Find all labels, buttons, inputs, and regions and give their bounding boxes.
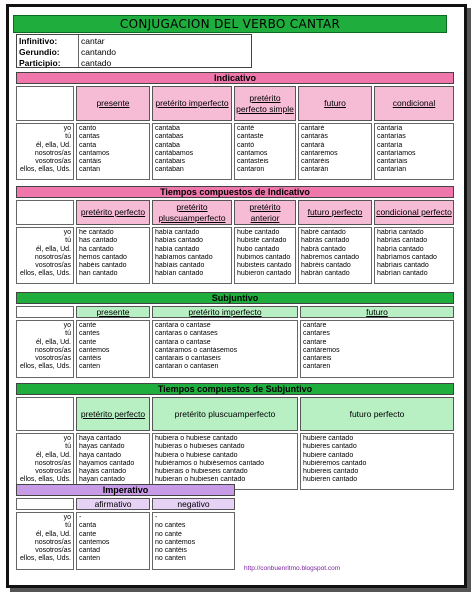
pronoun-label: nosotros/as xyxy=(34,253,71,261)
participio-value: cantado xyxy=(81,58,112,68)
pronoun-label: nosotros/as xyxy=(34,346,71,354)
verb-form: cantáremos xyxy=(303,346,340,354)
verb-form: hubiste cantado xyxy=(237,237,287,245)
verb-form: habías cantado xyxy=(155,237,203,245)
verb-form: cantaren xyxy=(303,363,331,371)
verb-form: hubieres cantado xyxy=(303,443,357,451)
verb-form: hubieron cantado xyxy=(237,270,292,278)
compuestos_indicativo-forms-column-3 xyxy=(298,227,372,284)
verb-form: haya cantado xyxy=(79,435,122,442)
pronoun-label: nosotros/as xyxy=(34,538,71,546)
verb-form: has cantado xyxy=(79,237,118,245)
pronoun-label: yo xyxy=(63,125,71,132)
verb-form: canta xyxy=(79,522,97,530)
compuestos_indicativo-title: Tiempos compuestos de Indicativo xyxy=(16,186,454,198)
verb-form: no canten xyxy=(155,555,186,563)
verb-form: cantabais xyxy=(155,158,185,166)
verb-form: habré cantado xyxy=(301,229,346,236)
gerundio-label: Gerundio: xyxy=(19,47,60,57)
indicativo-pronoun-column xyxy=(16,123,74,180)
imperativo-title: Imperativo xyxy=(16,484,235,496)
verb-form: cantaba xyxy=(155,125,180,132)
verb-form: había cantado xyxy=(155,229,200,236)
verb-form: cantéis xyxy=(79,355,102,363)
verb-form: habíamos cantado xyxy=(155,253,213,261)
verb-form: hayamos cantado xyxy=(79,459,135,467)
verb-forms-box xyxy=(16,34,252,68)
pronoun-label: ellos, ellas, Uds. xyxy=(20,363,71,371)
verb-form: no cantes xyxy=(155,522,186,530)
compuestos_indicativo-header-1 xyxy=(152,200,232,225)
pronoun-label: vosotros/as xyxy=(35,547,71,555)
verb-form: cantarais o cantaseis xyxy=(155,355,221,363)
subjuntivo-forms-column-1 xyxy=(152,320,298,378)
compuestos_subjuntivo-pronoun-column xyxy=(16,433,74,490)
tense-name: pretérito anterior xyxy=(249,201,281,223)
indicativo-header-4 xyxy=(374,86,454,121)
verb-form: hubieren cantado xyxy=(303,476,358,484)
verb-form: cantaréis xyxy=(301,158,330,166)
pronoun-label: yo xyxy=(63,322,71,329)
compuestos_indicativo-forms-column-2 xyxy=(234,227,296,284)
pronoun-label: él, ella, Ud. xyxy=(35,141,71,149)
subjuntivo-header-1 xyxy=(152,306,298,318)
verb-form: han cantado xyxy=(79,270,118,278)
indicativo-forms-column-0 xyxy=(76,123,150,180)
blog-credit: http://conbuenritmo.blogspot.com xyxy=(244,565,341,572)
indicativo-header-3 xyxy=(298,86,372,121)
infinitivo-label: Infinitivo: xyxy=(19,36,58,46)
verb-form: cantes xyxy=(79,330,100,338)
pronoun-label: nosotros/as xyxy=(34,459,71,467)
verb-form: cantare xyxy=(303,322,327,329)
verb-form: - xyxy=(79,514,82,521)
imperativo-forms-column-1 xyxy=(152,512,235,570)
compuestos_subjuntivo-header-2 xyxy=(300,397,454,431)
subjuntivo-title: Subjuntivo xyxy=(16,292,454,304)
pronoun-label: ellos, ellas, Uds. xyxy=(20,555,71,563)
verb-form: no cantéis xyxy=(155,547,187,555)
infinitivo-value: cantar xyxy=(81,36,105,46)
imperativo-pronoun-column xyxy=(16,512,74,570)
subjuntivo-forms-column-2 xyxy=(300,320,454,378)
pronoun-label: nosotros/as xyxy=(34,149,71,157)
verb-form: habrás cantado xyxy=(301,237,350,245)
verb-form: cantareis xyxy=(303,355,332,363)
compuestos_subjuntivo-header-1 xyxy=(152,397,298,431)
verb-form: hubiereis cantado xyxy=(303,468,359,476)
verb-form: cantarán xyxy=(301,166,329,174)
verb-form: hubo cantado xyxy=(237,245,280,253)
verb-form: hayáis cantado xyxy=(79,468,127,476)
pronoun-label: él, ella, Ud. xyxy=(35,451,71,459)
verb-form: habrán cantado xyxy=(301,270,350,278)
tense-name: condicional xyxy=(392,98,436,108)
tense-name: pretérito perfecto xyxy=(80,408,146,419)
indicativo-header-2 xyxy=(234,86,296,121)
compuestos_subjuntivo-title: Tiempos compuestos de Subjuntivo xyxy=(16,383,454,395)
verb-form: hubiere cantado xyxy=(303,451,354,459)
verb-form: no cantemos xyxy=(155,538,196,546)
verb-form: cantaré xyxy=(301,125,325,132)
verb-form: hubierais o hubieseis cantado xyxy=(155,468,248,476)
verb-form: cantaron xyxy=(237,166,265,174)
pronoun-label: ellos, ellas, Uds. xyxy=(20,166,71,174)
verb-form: hubiéramos o hubiésemos cantado xyxy=(155,459,264,467)
tense-name: pretérito pluscuamperfecto xyxy=(158,201,226,223)
indicativo-forms-column-2 xyxy=(234,123,296,180)
verb-form: canta xyxy=(79,141,97,149)
verb-form: canto xyxy=(79,125,97,132)
tense-name: pretérito pluscuamperfecto xyxy=(174,408,276,419)
tense-name: pretérito perfecto xyxy=(80,207,146,217)
verb-form: hubimos cantado xyxy=(237,253,291,261)
tense-name: futuro xyxy=(324,98,346,108)
verb-form: cantamos xyxy=(79,149,110,157)
compuestos_indicativo-header-4 xyxy=(374,200,454,225)
pronoun-label: tú xyxy=(65,522,71,530)
pronoun-label: tú xyxy=(65,237,71,245)
verb-form: habremos cantado xyxy=(301,253,359,261)
subjuntivo-pronoun-column xyxy=(16,320,74,378)
pronoun-label: yo xyxy=(63,435,71,442)
verb-form: hubieras o hubieses cantado xyxy=(155,443,245,451)
pronoun-label: vosotros/as xyxy=(35,262,71,270)
compuestos_subjuntivo-corner-cell xyxy=(16,397,74,431)
verb-form: cantaría xyxy=(377,141,403,149)
verb-form: canten xyxy=(79,363,101,371)
pronoun-label: vosotros/as xyxy=(35,468,71,476)
tense-name: negativo xyxy=(177,498,210,509)
tense-name: presente xyxy=(96,306,130,317)
verb-form: cantare xyxy=(303,338,327,346)
tense-name: futuro perfecto xyxy=(349,408,405,419)
verb-form: cante xyxy=(79,338,97,346)
verb-form: cantemos xyxy=(79,346,110,354)
compuestos_indicativo-forms-column-4 xyxy=(374,227,454,284)
verb-form: cantasteis xyxy=(237,158,269,166)
verb-form: he cantado xyxy=(79,229,114,236)
verb-form: - xyxy=(155,514,158,521)
verb-form: cantaste xyxy=(237,133,264,141)
pronoun-label: tú xyxy=(65,330,71,338)
subjuntivo-corner-cell xyxy=(16,306,74,318)
verb-form: habría cantado xyxy=(377,245,424,253)
indicativo-header-0 xyxy=(76,86,150,121)
verb-form: cantemos xyxy=(79,538,110,546)
imperativo-corner-cell xyxy=(16,498,74,510)
verb-form: habrían cantado xyxy=(377,270,428,278)
verb-form: cantáis xyxy=(79,158,102,166)
verb-form: habría cantado xyxy=(377,229,424,236)
indicativo-forms-column-3 xyxy=(298,123,372,180)
verb-form: hayas cantado xyxy=(79,443,125,451)
verb-form: hubieran o hubiesen cantado xyxy=(155,476,246,484)
verb-form: cantara o cantase xyxy=(155,338,211,346)
tense-name: pretérito imperfecto xyxy=(188,306,262,317)
compuestos_indicativo-forms-column-1 xyxy=(152,227,232,284)
verb-form: cantará xyxy=(301,141,325,149)
pronoun-label: tú xyxy=(65,443,71,451)
compuestos_subjuntivo-forms-column-2 xyxy=(300,433,454,490)
verb-form: canten xyxy=(79,555,101,563)
verb-form: cantara o cantase xyxy=(155,322,211,329)
verb-form: cantaras o cantases xyxy=(155,330,218,338)
verb-form: hubiere cantado xyxy=(303,435,354,442)
verb-form: cantarás xyxy=(301,133,328,141)
verb-form: cantad xyxy=(79,547,101,555)
compuestos_indicativo-header-0 xyxy=(76,200,150,225)
verb-form: habríais cantado xyxy=(377,262,429,270)
imperativo-header-1 xyxy=(152,498,235,510)
imperativo-header-0 xyxy=(76,498,150,510)
verb-form: hayan cantado xyxy=(79,476,125,484)
indicativo-title: Indicativo xyxy=(16,72,454,84)
indicativo-corner-cell xyxy=(16,86,74,121)
verb-form: cantaría xyxy=(377,125,403,132)
subjuntivo-header-2 xyxy=(300,306,454,318)
indicativo-forms-column-4 xyxy=(374,123,454,180)
compuestos_indicativo-corner-cell xyxy=(16,200,74,225)
verb-form: cantamos xyxy=(237,149,268,157)
verb-form: hubiera o hubiese cantado xyxy=(155,435,238,442)
verb-form: cantaremos xyxy=(301,149,338,157)
verb-form: habrías cantado xyxy=(377,237,428,245)
verb-form: haya cantado xyxy=(79,451,122,459)
compuestos_indicativo-pronoun-column xyxy=(16,227,74,284)
verb-form: cantábamos xyxy=(155,149,194,157)
pronoun-label: yo xyxy=(63,229,71,236)
verb-form: habréis cantado xyxy=(301,262,351,270)
verb-form: no cante xyxy=(155,530,182,538)
verb-form: ha cantado xyxy=(79,245,114,253)
verb-form: hemos cantado xyxy=(79,253,127,261)
verb-form: cante xyxy=(79,530,97,538)
gerundio-value: cantando xyxy=(81,47,116,57)
verb-form: canté xyxy=(237,125,255,132)
tense-name: futuro perfecto xyxy=(307,207,363,217)
pronoun-label: él, ella, Ud. xyxy=(35,245,71,253)
verb-form: cantó xyxy=(237,141,255,149)
verb-form: cantaríais xyxy=(377,158,408,166)
compuestos_subjuntivo-header-0 xyxy=(76,397,150,431)
participio-label: Participio: xyxy=(19,58,61,68)
verb-form: cantares xyxy=(303,330,330,338)
compuestos_indicativo-forms-column-0 xyxy=(76,227,150,284)
pronoun-label: vosotros/as xyxy=(35,355,71,363)
verb-form: habéis cantado xyxy=(79,262,127,270)
verb-form: cantaríamos xyxy=(377,149,416,157)
verb-form: hubiéremos cantado xyxy=(303,459,367,467)
verb-form: cantaba xyxy=(155,141,180,149)
page-title: CONJUGACION DEL VERBO CANTAR xyxy=(13,15,447,33)
pronoun-label: tú xyxy=(65,133,71,141)
tense-name: afirmativo xyxy=(94,498,132,509)
verb-form: había cantado xyxy=(155,245,200,253)
verb-form: cantas xyxy=(79,133,100,141)
pronoun-label: ellos, ellas, Uds. xyxy=(20,476,71,484)
compuestos_indicativo-header-2 xyxy=(234,200,296,225)
verb-form: cantan xyxy=(79,166,101,174)
indicativo-forms-column-1 xyxy=(152,123,232,180)
verb-form: cantarías xyxy=(377,133,406,141)
divider xyxy=(78,35,79,67)
pronoun-label: él, ella, Ud. xyxy=(35,338,71,346)
tense-name: pretérito imperfecto xyxy=(155,98,229,108)
pronoun-label: él, ella, Ud. xyxy=(35,530,71,538)
verb-form: cantáramos o cantásemos xyxy=(155,346,238,354)
tense-name: pretérito perfecto simple xyxy=(236,92,294,114)
verb-form: habríamos cantado xyxy=(377,253,437,261)
pronoun-label: ellos, ellas, Uds. xyxy=(20,270,71,278)
verb-form: cante xyxy=(79,322,97,329)
verb-form: habían cantado xyxy=(155,270,204,278)
verb-form: cantabas xyxy=(155,133,184,141)
verb-form: habrá cantado xyxy=(301,245,346,253)
pronoun-label: vosotros/as xyxy=(35,158,71,166)
tense-name: condicional perfecto xyxy=(376,207,452,217)
tense-name: presente xyxy=(96,98,130,108)
indicativo-header-1 xyxy=(152,86,232,121)
pronoun-label: yo xyxy=(63,514,71,521)
verb-form: hube cantado xyxy=(237,229,280,236)
verb-form: hubiera o hubiese cantado xyxy=(155,451,238,459)
verb-form: hubisteis cantado xyxy=(237,262,292,270)
compuestos_indicativo-header-3 xyxy=(298,200,372,225)
verb-form: cantaban xyxy=(155,166,184,174)
verb-form: cantarían xyxy=(377,166,407,174)
subjuntivo-header-0 xyxy=(76,306,150,318)
subjuntivo-forms-column-0 xyxy=(76,320,150,378)
compuestos_subjuntivo-forms-column-0 xyxy=(76,433,150,490)
imperativo-forms-column-0 xyxy=(76,512,150,570)
compuestos_subjuntivo-forms-column-1 xyxy=(152,433,298,490)
verb-form: cantaran o cantasen xyxy=(155,363,219,371)
verb-form: habíais cantado xyxy=(155,262,205,270)
tense-name: futuro xyxy=(366,306,388,317)
